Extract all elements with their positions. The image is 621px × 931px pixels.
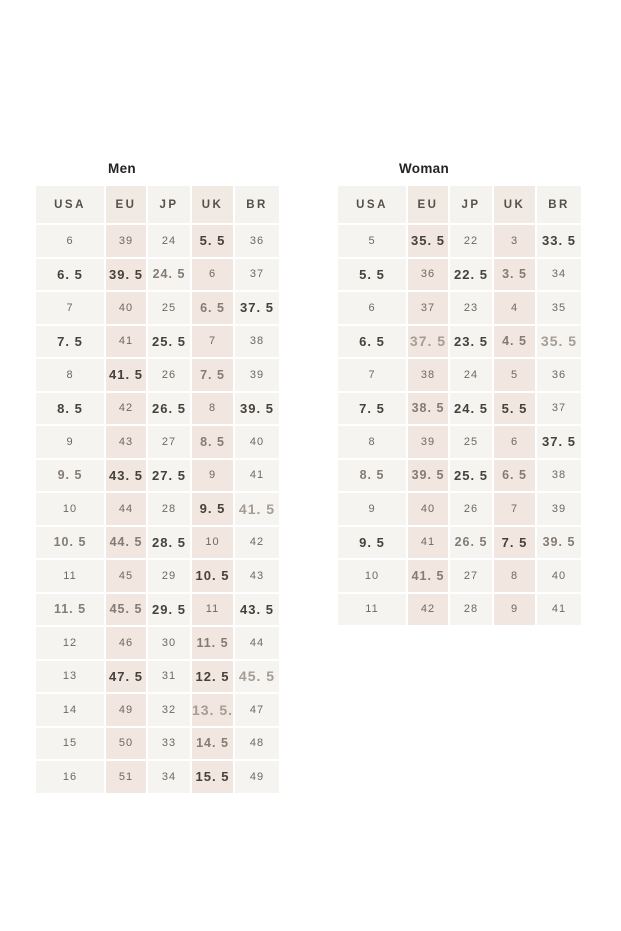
size-cell: 6 [192,259,233,291]
size-cell: 6. 5 [338,326,406,358]
size-cell: 35. 5 [537,326,581,358]
size-cell: 46 [106,627,146,659]
column-header-usa: USA [338,186,406,223]
size-cell: 8. 5 [192,426,233,458]
size-cell: 9 [338,493,406,525]
size-cell: 7. 5 [338,393,406,425]
size-cell: 8 [192,393,233,425]
size-cell: 11 [338,594,406,626]
size-cell: 8. 5 [36,393,104,425]
size-cell: 7 [36,292,104,324]
size-cell: 22. 5 [450,259,492,291]
size-cell: 44 [106,493,146,525]
size-cell: 38. 5 [408,393,448,425]
size-cell: 39. 5 [537,527,581,559]
size-cell: 24. 5 [450,393,492,425]
size-cell: 24. 5 [148,259,190,291]
size-cell: 14. 5 [192,728,233,760]
size-cell: 24 [450,359,492,391]
size-cell: 31 [148,661,190,693]
size-cell: 41. 5 [408,560,448,592]
size-cell: 27. 5 [148,460,190,492]
size-cell: 49 [106,694,146,726]
size-cell: 44 [235,627,279,659]
size-cell: 6. 5 [36,259,104,291]
size-cell: 10 [192,527,233,559]
column-header-jp: JP [148,186,190,223]
size-cell: 41. 5 [106,359,146,391]
size-cell: 40 [106,292,146,324]
size-cell: 39 [408,426,448,458]
size-cell: 10 [338,560,406,592]
size-cell: 42 [408,594,448,626]
size-cell: 39. 5 [235,393,279,425]
size-cell: 38 [537,460,581,492]
size-cell: 28 [148,493,190,525]
size-cell: 51 [106,761,146,793]
size-cell: 33 [148,728,190,760]
size-cell: 7. 5 [494,527,535,559]
size-cell: 35. 5 [408,225,448,257]
size-cell: 29 [148,560,190,592]
size-cell: 15 [36,728,104,760]
size-cell: 6. 5 [494,460,535,492]
size-cell: 7 [494,493,535,525]
size-cell: 39 [106,225,146,257]
size-cell: 23 [450,292,492,324]
size-cell: 3. 5 [494,259,535,291]
size-cell: 41 [106,326,146,358]
size-cell: 26 [148,359,190,391]
size-cell: 45. 5 [235,661,279,693]
size-cell: 47. 5 [106,661,146,693]
size-cell: 8. 5 [338,460,406,492]
size-cell: 9. 5 [36,460,104,492]
men-table-title: Men [108,161,136,176]
size-cell: 9 [36,426,104,458]
size-cell: 6 [494,426,535,458]
size-cell: 15. 5 [192,761,233,793]
size-cell: 37. 5 [408,326,448,358]
size-cell: 10. 5 [192,560,233,592]
size-cell: 43. 5 [106,460,146,492]
size-cell: 49 [235,761,279,793]
size-cell: 43 [106,426,146,458]
size-cell: 40 [537,560,581,592]
size-cell: 25. 5 [450,460,492,492]
size-cell: 13. 5. [192,694,233,726]
size-cell: 22 [450,225,492,257]
size-cell: 40 [408,493,448,525]
size-cell: 6 [36,225,104,257]
size-cell: 6. 5 [192,292,233,324]
size-cell: 50 [106,728,146,760]
size-cell: 27 [148,426,190,458]
column-header-eu: EU [106,186,146,223]
size-cell: 5 [494,359,535,391]
size-cell: 11. 5 [36,594,104,626]
men-size-table-section [36,160,279,793]
size-cell: 38 [408,359,448,391]
size-cell: 36 [235,225,279,257]
woman-table-title: Woman [398,161,449,176]
size-cell: 5 [338,225,406,257]
size-cell: 8 [36,359,104,391]
column-header-eu: EU [408,186,448,223]
size-cell: 26 [450,493,492,525]
size-cell: 9. 5 [338,527,406,559]
size-cell: 36 [537,359,581,391]
size-cell: 5. 5 [192,225,233,257]
size-cell: 37 [408,292,448,324]
size-cell: 37. 5 [537,426,581,458]
size-cell: 44. 5 [106,527,146,559]
size-cell: 27 [450,560,492,592]
size-cell: 28. 5 [148,527,190,559]
column-header-jp: JP [450,186,492,223]
size-cell: 39. 5 [408,460,448,492]
size-cell: 28 [450,594,492,626]
size-cell: 38 [235,326,279,358]
size-cell: 37 [235,259,279,291]
size-cell: 26. 5 [450,527,492,559]
size-cell: 7. 5 [192,359,233,391]
column-header-br: BR [537,186,581,223]
size-cell: 42 [106,393,146,425]
size-cell: 39 [235,359,279,391]
size-cell: 42 [235,527,279,559]
size-cell: 10 [36,493,104,525]
size-cell: 9. 5 [192,493,233,525]
size-cell: 36 [408,259,448,291]
size-cell: 8 [338,426,406,458]
size-cell: 41 [235,460,279,492]
size-cell: 4 [494,292,535,324]
size-cell: 40 [235,426,279,458]
size-cell: 47 [235,694,279,726]
size-cell: 43 [235,560,279,592]
size-cell: 25. 5 [148,326,190,358]
woman-size-table [338,186,581,625]
size-cell: 11 [192,594,233,626]
size-cell: 23. 5 [450,326,492,358]
size-cell: 32 [148,694,190,726]
size-cell: 12 [36,627,104,659]
size-cell: 25 [450,426,492,458]
size-cell: 43. 5 [235,594,279,626]
column-header-br: BR [235,186,279,223]
size-cell: 5. 5 [494,393,535,425]
column-header-uk: UK [192,186,233,223]
size-cell: 9 [494,594,535,626]
size-cell: 37 [537,393,581,425]
size-cell: 39 [537,493,581,525]
size-cell: 25 [148,292,190,324]
size-cell: 29. 5 [148,594,190,626]
size-cell: 11. 5 [192,627,233,659]
size-cell: 33. 5 [537,225,581,257]
size-cell: 9 [192,460,233,492]
size-cell: 30 [148,627,190,659]
column-header-usa: USA [36,186,104,223]
size-cell: 13 [36,661,104,693]
size-cell: 6 [338,292,406,324]
size-cell: 7. 5 [36,326,104,358]
size-cell: 45 [106,560,146,592]
size-cell: 34 [537,259,581,291]
size-cell: 48 [235,728,279,760]
size-cell: 24 [148,225,190,257]
size-cell: 45. 5 [106,594,146,626]
men-size-table [36,186,279,793]
size-cell: 10. 5 [36,527,104,559]
woman-size-table-section [338,160,581,625]
size-cell: 39. 5 [106,259,146,291]
size-cell: 35 [537,292,581,324]
size-cell: 3 [494,225,535,257]
size-cell: 37. 5 [235,292,279,324]
size-cell: 41 [537,594,581,626]
size-cell: 26. 5 [148,393,190,425]
size-cell: 34 [148,761,190,793]
column-header-uk: UK [494,186,535,223]
size-cell: 41 [408,527,448,559]
size-cell: 4. 5 [494,326,535,358]
size-cell: 5. 5 [338,259,406,291]
size-cell: 8 [494,560,535,592]
size-cell: 16 [36,761,104,793]
size-cell: 12. 5 [192,661,233,693]
size-cell: 14 [36,694,104,726]
size-cell: 41. 5 [235,493,279,525]
size-cell: 11 [36,560,104,592]
size-cell: 7 [338,359,406,391]
size-cell: 7 [192,326,233,358]
